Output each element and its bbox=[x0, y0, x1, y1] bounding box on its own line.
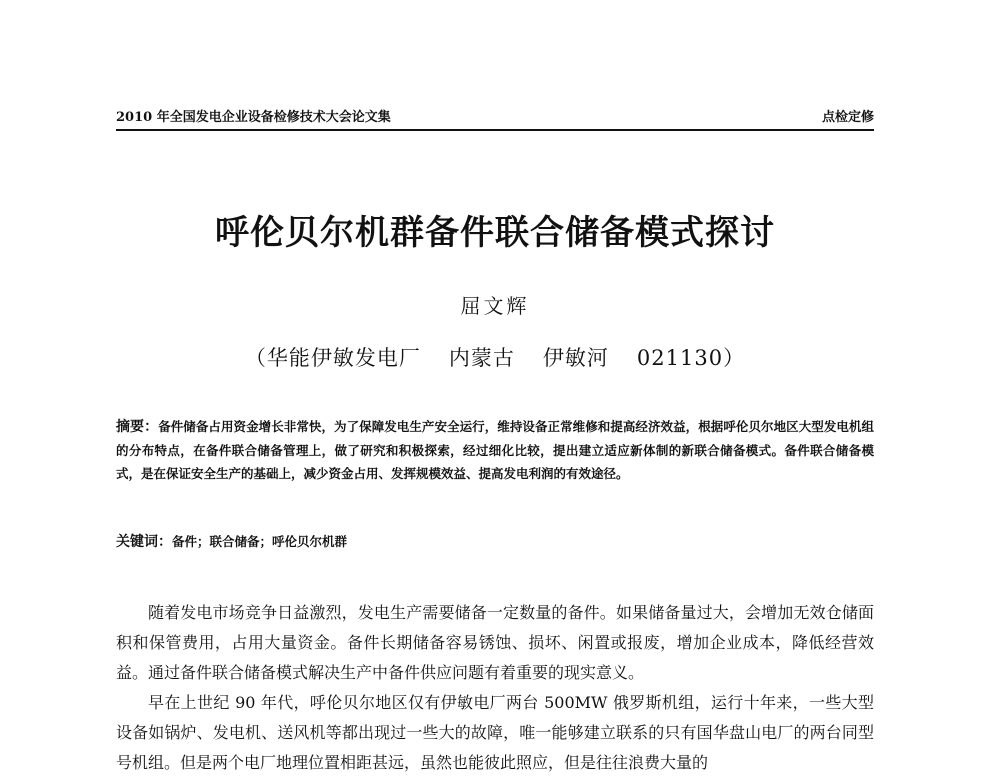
affiliation-region: 内蒙古 bbox=[448, 346, 515, 370]
abstract-text: 备件储备占用资金增长非常快，为了保障发电生产安全运行，维持设备正常维修和提高经济效益，根据呼伦贝尔地区大型发电机组的分布特点，在备件联合储备管理上，做了研究和积极探索，经过细化比较，提出建立适应新体制的新联合储备模式。备件联合储备模式，是在保证安全生产的基础上，减少资金占用、发挥规模效益、提高发电利润的有效途径。 bbox=[116, 419, 874, 481]
affiliation-postcode: 021130 bbox=[636, 346, 724, 370]
author-affiliation bbox=[116, 342, 874, 372]
affiliation-close-paren: ） bbox=[723, 346, 746, 370]
keywords-label: 关键词： bbox=[116, 534, 172, 550]
keywords bbox=[116, 530, 874, 554]
body-paragraph: 早在上世纪 90 年代，呼伦贝尔地区仅有伊敏电厂两台 500MW 俄罗斯机组，运行十年来，一些大型设备如锅炉、发电机、送风机等都出现过一些大的故障，唯一能够建立联系的只有国华盘山电厂的两台同型号机组。但是两个电厂地理位置相距甚远，虽然也能彼此照应，但是往往浪费大量的 bbox=[116, 693, 874, 772]
body-text bbox=[116, 598, 874, 778]
paper-author: 屈文辉 bbox=[460, 294, 530, 318]
running-header bbox=[116, 107, 874, 131]
keywords-text: 备件；联合储备；呼伦贝尔机群 bbox=[172, 534, 348, 549]
affiliation-open-paren: （ bbox=[244, 346, 267, 370]
header-proceedings-title: 2010 年全国发电企业设备检修技术大会论文集 bbox=[116, 110, 391, 125]
affiliation-city: 伊敏河 bbox=[542, 346, 609, 370]
paper-title: 呼伦贝尔机群备件联合储备模式探讨 bbox=[215, 213, 775, 253]
abstract bbox=[116, 415, 874, 485]
body-paragraph: 随着发电市场竞争日益激烈，发电生产需要储备一定数量的备件。如果储备量过大，会增加无效仓储面积和保管费用，占用大量资金。备件长期储备容易锈蚀、损坏、闲置或报废，增加企业成本，降低经营效益。通过备件联合储备模式解决生产中备件供应问题有着重要的现实意义。 bbox=[116, 603, 874, 682]
abstract-label: 摘要： bbox=[116, 419, 159, 435]
affiliation-org: 华能伊敏发电厂 bbox=[266, 346, 421, 370]
header-section-name: 点检定修 bbox=[821, 110, 874, 125]
